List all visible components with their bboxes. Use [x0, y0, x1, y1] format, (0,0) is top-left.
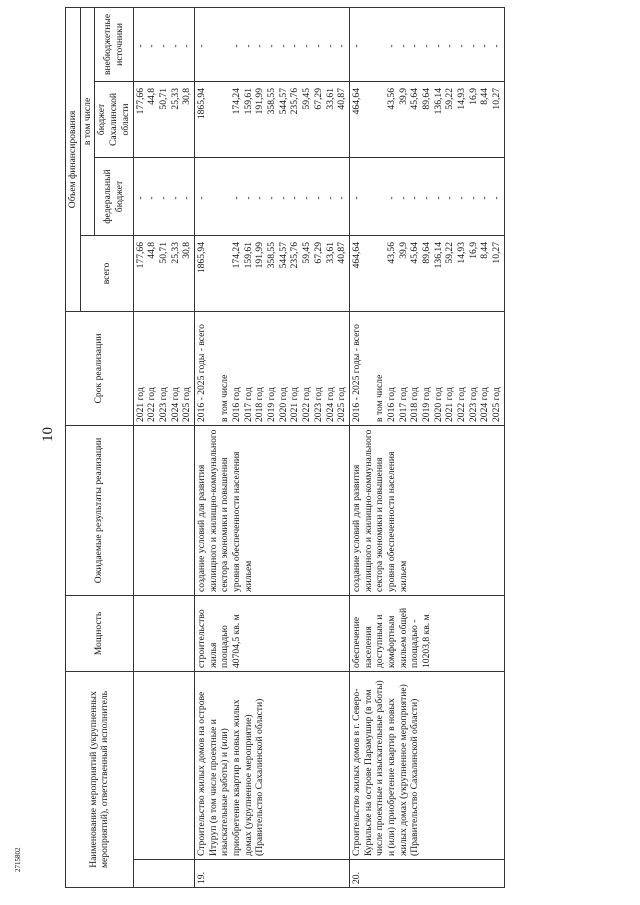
year-federal: -: [385, 196, 397, 200]
year-extra: -: [444, 44, 456, 48]
result-cell: [133, 425, 194, 595]
continuation-total: 177,66: [134, 241, 146, 269]
year-extra: -: [479, 44, 491, 48]
year-extra: -: [432, 44, 444, 48]
year-total: 174,24: [231, 241, 243, 269]
period-incl: в том числе: [374, 374, 386, 422]
row-period: [194, 311, 349, 425]
table-row: [194, 7, 349, 887]
year-total: 10,27: [491, 241, 503, 264]
year-federal: -: [456, 196, 468, 200]
year-total: 14,93: [456, 241, 468, 264]
continuation-federal: -: [181, 196, 193, 200]
total-extra: -: [195, 44, 207, 48]
period-incl: в том числе: [219, 374, 231, 422]
total-federal: -: [195, 196, 207, 200]
table-row: [349, 7, 504, 887]
year-regional: 59,45: [301, 87, 313, 110]
year-regional: 159,61: [242, 87, 254, 115]
year-federal: -: [491, 196, 503, 200]
total-extra: -: [350, 44, 362, 48]
period-year: 2016 год: [385, 387, 397, 422]
continuation-federal: -: [169, 196, 181, 200]
period-year: 2022 год: [456, 387, 468, 422]
period-year: 2025 год: [491, 387, 503, 422]
year-extra: -: [242, 44, 254, 48]
period-year: 2016 год: [231, 387, 243, 422]
year-regional: 40,87: [336, 87, 348, 110]
year-federal: -: [231, 196, 243, 200]
row-result: создание условий для развития жилищного и жилищно-коммунального сектора экономики и повышения уровня обеспеченности населения жильем: [194, 425, 349, 595]
continuation-regional: 30,8: [181, 87, 193, 105]
year-federal: -: [421, 196, 433, 200]
year-federal: -: [324, 196, 336, 200]
continuation-period: 2024 год: [169, 387, 181, 422]
year-extra: -: [385, 44, 397, 48]
year-extra: -: [312, 44, 324, 48]
year-federal: -: [312, 196, 324, 200]
row-result: создание условий для развития жилищного и жилищно-коммунального сектора экономики и повышения уровня обеспеченности населения жильем: [349, 425, 504, 595]
year-total: 159,61: [242, 241, 254, 269]
period-year: 2019 год: [421, 387, 433, 422]
continuation-period: 2022 год: [146, 387, 158, 422]
period-head: 2016 - 2025 годы - всего: [195, 324, 207, 422]
continuation-extra: -: [146, 44, 158, 48]
year-total: 45,64: [409, 241, 421, 264]
year-regional: 191,99: [254, 87, 266, 115]
year-total: 59,22: [444, 241, 456, 264]
total-total: 1865,94: [195, 241, 207, 274]
period-year: 2021 год: [444, 387, 456, 422]
header-name: Наименование мероприятий (укрупненных мероприятий), ответственный исполнитель: [66, 671, 134, 887]
total-total: 464,64: [350, 241, 362, 269]
period-year: 2018 год: [254, 387, 266, 422]
continuation-regional: 25,33: [169, 87, 181, 110]
row-federal: [349, 157, 504, 235]
year-extra: -: [467, 44, 479, 48]
year-extra: -: [289, 44, 301, 48]
period-year: 2022 год: [301, 387, 313, 422]
row-period: [349, 311, 504, 425]
year-total: 235,76: [289, 241, 301, 269]
year-total: 43,56: [385, 241, 397, 264]
year-total: 191,99: [254, 241, 266, 269]
year-regional: 33,61: [324, 87, 336, 110]
continuation-federal: -: [146, 196, 158, 200]
continuation-regional: 50,71: [157, 87, 169, 110]
row-federal: [194, 157, 349, 235]
year-total: 89,64: [421, 241, 433, 264]
year-regional: 8,44: [479, 87, 491, 105]
row-total: [194, 235, 349, 311]
continuation-period: 2021 год: [134, 387, 146, 422]
year-regional: 235,76: [289, 87, 301, 115]
year-extra: -: [491, 44, 503, 48]
period-year: 2020 год: [432, 387, 444, 422]
year-federal: -: [242, 196, 254, 200]
year-regional: 43,56: [385, 87, 397, 110]
row-name: Строительство жилых домов в г. Северо-Курильске на острове Парамушир (в том числе проектные и изыскательные работы) и (или) приобретение квартир в новых жилых домах (укрупненное мероприятие) (Правительство Сахалинской области): [349, 671, 504, 859]
header-funding: Объем финансирования: [66, 7, 81, 311]
row-extra: [194, 7, 349, 81]
period-head: 2016 - 2025 годы - всего: [350, 324, 362, 422]
continuation-total: 50,71: [157, 241, 169, 264]
table-header: [66, 7, 134, 887]
year-extra: -: [421, 44, 433, 48]
year-regional: 10,27: [491, 87, 503, 110]
year-regional: 39,9: [397, 87, 409, 105]
header-capacity: Мощность: [66, 595, 134, 671]
year-regional: 67,29: [312, 87, 324, 110]
year-total: 33,61: [324, 241, 336, 264]
year-extra: -: [254, 44, 266, 48]
year-total: 136,14: [432, 241, 444, 269]
year-regional: 136,14: [432, 87, 444, 115]
funding-table: [65, 7, 505, 888]
name-cell: [133, 671, 194, 859]
period-year: 2017 год: [397, 387, 409, 422]
continuation-federal: -: [134, 196, 146, 200]
continuation-regional: 177,66: [134, 87, 146, 115]
year-federal: -: [277, 196, 289, 200]
header-extra: внебюджетные источники: [95, 7, 133, 81]
header-federal: федеральный бюджет: [95, 157, 133, 235]
year-extra: -: [277, 44, 289, 48]
continuation-period-cell: [133, 311, 194, 425]
table-body: [133, 7, 504, 887]
total-federal: -: [350, 196, 362, 200]
year-regional: 16,9: [467, 87, 479, 105]
year-total: 67,29: [312, 241, 324, 264]
year-total: 8,44: [479, 241, 491, 259]
continuation-extra-cell: [133, 7, 194, 81]
period-year: 2023 год: [312, 387, 324, 422]
year-extra: -: [397, 44, 409, 48]
header-incl: в том числе: [80, 7, 95, 235]
period-year: 2021 год: [289, 387, 301, 422]
document-code: 2715802: [14, 847, 22, 872]
year-extra: -: [456, 44, 468, 48]
year-federal: -: [254, 196, 266, 200]
total-regional: 464,64: [350, 87, 362, 115]
year-total: 358,55: [266, 241, 278, 269]
year-regional: 544,57: [277, 87, 289, 115]
year-federal: -: [336, 196, 348, 200]
year-federal: -: [409, 196, 421, 200]
row-extra: [349, 7, 504, 81]
year-total: 40,87: [336, 241, 348, 264]
year-total: 16,9: [467, 241, 479, 259]
period-year: 2018 год: [409, 387, 421, 422]
row-name: Строительство жилых домов на острове Итуруп (в том числе проектные и изыскательные работы) и (или) приобретение квартир в новых жилых домах (укрупненное мероприятие) (Правительство Сахалинской области): [194, 671, 349, 859]
continuation-extra: -: [169, 44, 181, 48]
year-federal: -: [467, 196, 479, 200]
year-extra: -: [301, 44, 313, 48]
row-number: 19.: [194, 860, 349, 888]
year-total: 59,45: [301, 241, 313, 264]
year-extra: -: [266, 44, 278, 48]
year-regional: 59,22: [444, 87, 456, 110]
header-results: Ожидаемые результаты реализации: [66, 425, 134, 595]
row-capacity: обеспечение населения доступным и комфортным жильем общей площадью - 10203,8 кв. м: [349, 595, 504, 671]
period-year: 2023 год: [467, 387, 479, 422]
continuation-extra: -: [157, 44, 169, 48]
year-extra: -: [324, 44, 336, 48]
year-federal: -: [301, 196, 313, 200]
year-federal: -: [289, 196, 301, 200]
period-year: 2025 год: [336, 387, 348, 422]
period-year: 2024 год: [324, 387, 336, 422]
period-year: 2019 год: [266, 387, 278, 422]
continuation-total: 25,33: [169, 241, 181, 264]
row-regional: [349, 81, 504, 157]
year-regional: 358,55: [266, 87, 278, 115]
year-regional: 45,64: [409, 87, 421, 110]
continuation-extra: -: [134, 44, 146, 48]
year-regional: 174,24: [231, 87, 243, 115]
period-year: 2024 год: [479, 387, 491, 422]
year-total: 544,57: [277, 241, 289, 269]
continuation-total: 44,8: [146, 241, 158, 259]
header-regional: бюджет Сахалинской области: [95, 81, 133, 157]
rotated-table-container: [65, 8, 625, 888]
year-federal: -: [444, 196, 456, 200]
year-regional: 14,93: [456, 87, 468, 110]
period-year: 2020 год: [277, 387, 289, 422]
period-year: 2017 год: [242, 387, 254, 422]
year-extra: -: [336, 44, 348, 48]
row-number: 20.: [349, 860, 504, 888]
row-total: [349, 235, 504, 311]
continuation-extra: -: [181, 44, 193, 48]
year-total: 39,9: [397, 241, 409, 259]
year-federal: -: [266, 196, 278, 200]
row-regional: [194, 81, 349, 157]
continuation-row: [133, 7, 194, 887]
num-cell: [133, 860, 194, 888]
header-total: всего: [80, 235, 133, 311]
continuation-total: 30,8: [181, 241, 193, 259]
continuation-period: 2025 год: [181, 387, 193, 422]
continuation-regional-cell: [133, 81, 194, 157]
continuation-regional: 44,8: [146, 87, 158, 105]
page-number: 10: [40, 427, 56, 442]
year-federal: -: [479, 196, 491, 200]
year-federal: -: [432, 196, 444, 200]
year-federal: -: [397, 196, 409, 200]
year-regional: 89,64: [421, 87, 433, 110]
total-regional: 1865,94: [195, 87, 207, 120]
year-extra: -: [231, 44, 243, 48]
year-extra: -: [409, 44, 421, 48]
capacity-cell: [133, 595, 194, 671]
row-capacity: строительство жилья площадью 40704,5 кв. м: [194, 595, 349, 671]
continuation-period: 2023 год: [157, 387, 169, 422]
header-period: Срок реализации: [66, 311, 134, 425]
continuation-federal: -: [157, 196, 169, 200]
continuation-total-cell: [133, 235, 194, 311]
continuation-federal-cell: [133, 157, 194, 235]
